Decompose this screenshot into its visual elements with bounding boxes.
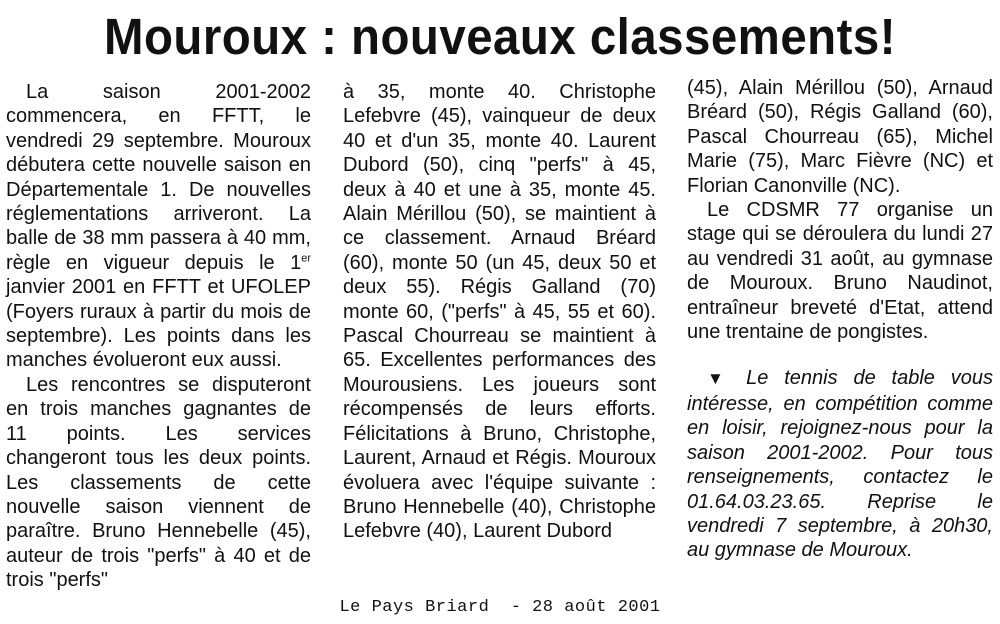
paragraph <box>6 80 311 373</box>
article-column-1 <box>6 80 311 593</box>
notice-text: Le tennis de table vous intéresse, en compétition comme en loisir, rejoignez-nous pour la saison 2001-2002. Pour tous renseignements, contactez le 01.64.03.23.65. Reprise le vendredi 7 septembre, à 20h30, au gymnase de Mouroux. <box>687 367 994 562</box>
headline: Mouroux : nouveaux classements! <box>104 8 896 65</box>
paragraph-text: janvier 2001 en FFTT et UFOLEP (Foyers ruraux à partir du mois de septembre). Les points dans les manches évolueront eux aussi. <box>6 276 311 372</box>
club-notice <box>687 366 993 562</box>
paragraph: Le CDSMR 77 organise un stage qui se déroulera du lundi 27 au vendredi 31 août, au gymnase de Mouroux. Bruno Naudinot, entraîneur breveté d'Etat, attend une trentaine de pongistes. <box>687 199 993 344</box>
article-column-2 <box>343 80 656 544</box>
source-caption: Le Pays Briard - 28 août 2001 <box>339 598 661 617</box>
superscript: er <box>301 252 311 265</box>
article-column-3 <box>687 76 993 563</box>
paragraph: Les rencontres se disputeront en trois manches gagnantes de 11 points. Les services changeront tous les deux points. Les classements de cette nouvelle saison viennent de paraître. Bruno Hennebelle (45), auteur de trois "perfs" à 40 et de trois "perfs" <box>6 373 311 592</box>
triangle-marker-icon: ▼ <box>707 369 735 389</box>
paragraph-text: La saison 2001-2002 commencera, en FFTT, le vendredi 29 septembre. Mouroux débutera cette nouvelle saison en Départementale 1. De nouvelles réglementations arriveront. La balle de 38 mm passera à 40 mm, règle en vigueur depuis le 1 <box>6 81 311 274</box>
paragraph: à 35, monte 40. Christophe Lefebvre (45), vainqueur de deux 40 et d'un 35, monte 40. Laurent Dubord (50), cinq "perfs" à 45, deux à 40 et une à 35, monte 45. Alain Mérillou (50), se maintient à ce classement. Arnaud Bréard (60), monte 50 (un 45, deux 50 et deux 55). Régis Galland (70) monte 60, ("perfs" à 45, 55 et 60). Pascal Chourreau se maintient à 65. Excellentes performances des Mourousiens. Les joueurs sont récompensés de leurs efforts. Félicitations à Bruno, Christophe, Laurent, Arnaud et Régis. Mouroux évoluera avec l'équipe suivante : Bruno Hennebelle (40), Christophe Lefebvre (40), Laurent Dubord <box>343 81 656 543</box>
paragraph: (45), Alain Mérillou (50), Arnaud Bréard (50), Régis Galland (60), Pascal Chourreau (65), Michel Marie (75), Marc Fièvre (NC) et Florian Canonville (NC). <box>687 77 993 197</box>
